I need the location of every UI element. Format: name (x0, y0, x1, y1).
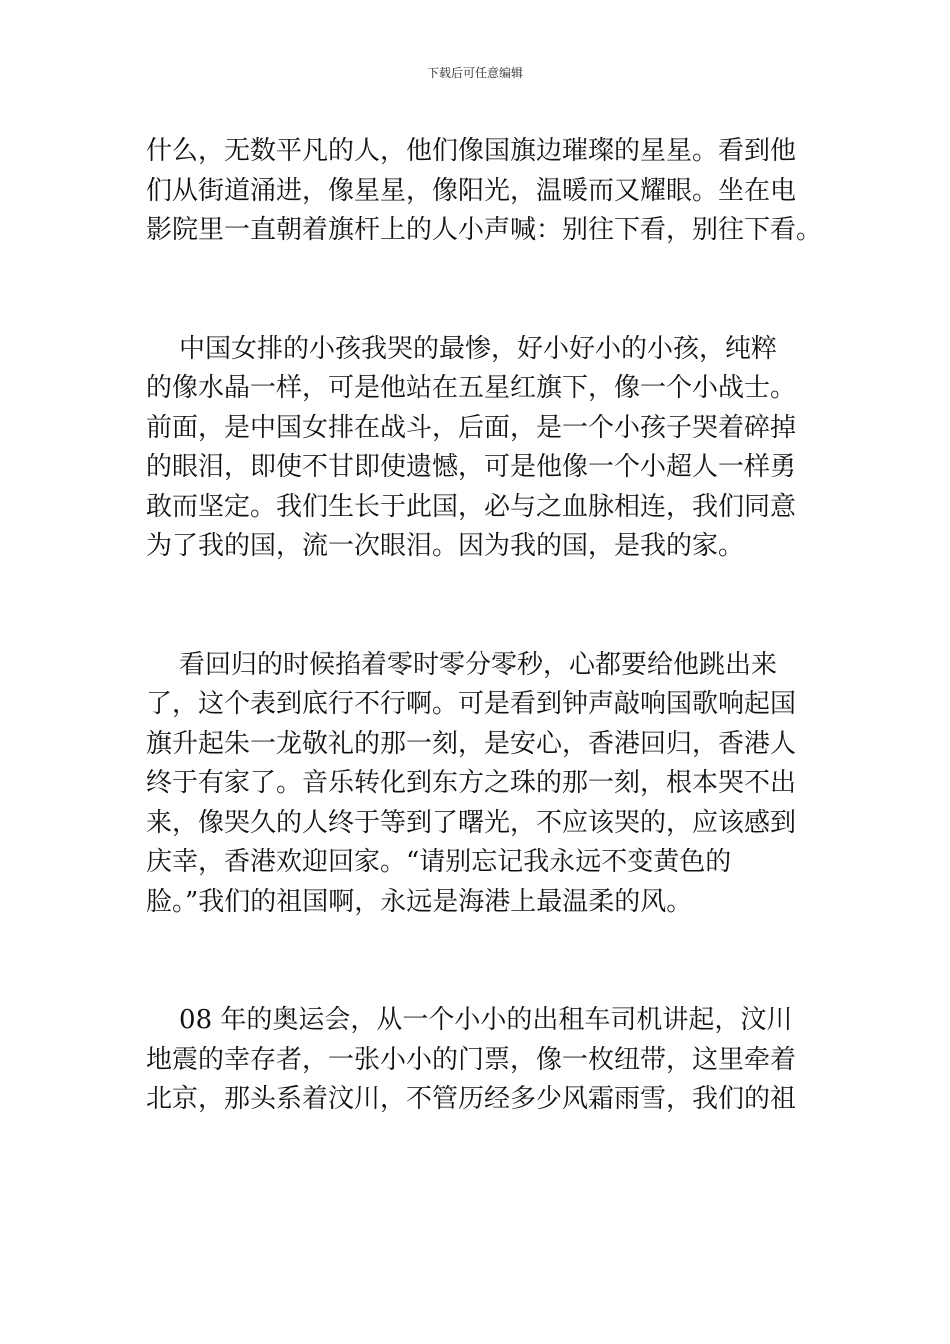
text-line: 看回归的时候掐着零时零分零秒，心都要给他跳出来 (146, 649, 778, 680)
text-line: 为了我的国，流一次眼泪。因为我的国，是我的家。 (146, 531, 745, 561)
paragraph-1 (146, 132, 823, 251)
text-line: 旗升起朱一龙敬礼的那一刻，是安心，香港回归，香港人 (146, 728, 797, 759)
text-line: 庆幸，香港欢迎回家。“请别忘记我永远不变黄色的 (146, 847, 732, 877)
text-line: 前面，是中国女排在战斗，后面，是一个小孩子哭着碎掉 (146, 412, 797, 443)
text-line: 脸。”我们的祖国啊，永远是海港上最温柔的风。 (146, 886, 693, 917)
document-body (146, 132, 823, 1120)
text-line: 08 年的奥运会，从一个小小的出租车司机讲起，汶川 (146, 1005, 793, 1035)
text-line: 的眼泪，即使不甘即使遗憾，可是他像一个小超人一样勇 (146, 452, 797, 482)
text-line: 的像水晶一样，可是他站在五星红旗下，像一个小战士。 (146, 373, 797, 403)
paragraph-spacer (146, 567, 810, 646)
text-line: 地震的幸存者，一张小小的门票，像一枚纽带，这里牵着 (146, 1044, 797, 1075)
paragraph-spacer (146, 251, 810, 330)
text-line: 中国女排的小孩我哭的最惨，好小好小的小孩，纯粹 (146, 333, 778, 364)
paragraph-2 (146, 330, 810, 567)
text-line: 什么，无数平凡的人，他们像国旗边璀璨的星星。看到他 (146, 136, 797, 166)
text-line: 北京，那头系着汶川，不管历经多少风霜雨雪，我们的祖 (146, 1084, 797, 1114)
text-line: 终于有家了。音乐转化到东方之珠的那一刻，根本哭不出 (146, 768, 797, 798)
paragraph-3 (146, 646, 810, 923)
paragraph-spacer (146, 922, 810, 1001)
text-line: 敢而坚定。我们生长于此国，必与之血脉相连，我们同意 (146, 491, 797, 522)
paragraph-4 (146, 1001, 810, 1120)
text-line: 来，像哭久的人终于等到了曙光，不应该哭的，应该感到 (146, 807, 797, 838)
text-line: 影院里一直朝着旗杆上的人小声喊：别往下看，别往下看。 (146, 215, 823, 245)
text-line: 们从街道涌进，像星星，像阳光，温暖而又耀眼。坐在电 (146, 175, 797, 206)
text-line: 了，这个表到底行不行啊。可是看到钟声敲响国歌响起国 (146, 689, 797, 719)
page-header: 下载后可任意编辑 (426, 66, 523, 80)
